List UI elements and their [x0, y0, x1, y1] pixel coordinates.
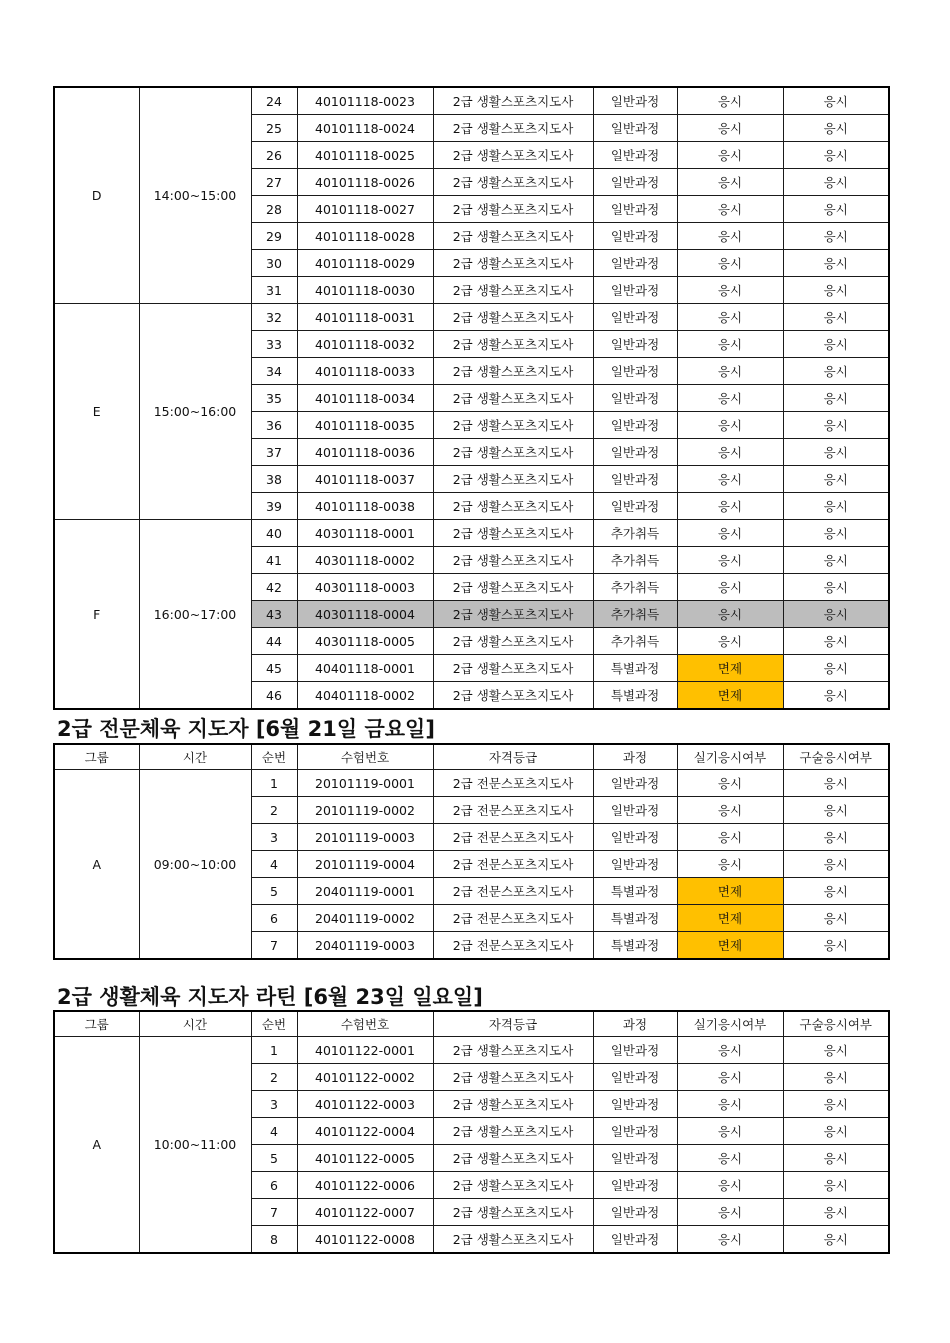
practical-status-cell: 응시	[677, 1037, 783, 1064]
oral-status-cell: 응시	[783, 547, 889, 574]
oral-status-cell: 응시	[783, 115, 889, 142]
course-cell: 일반과정	[593, 1037, 677, 1064]
group-cell: F	[54, 520, 139, 710]
course-cell: 일반과정	[593, 1199, 677, 1226]
grade-cell: 2급 생활스포츠지도사	[433, 1226, 593, 1254]
practical-status-cell: 면제	[677, 682, 783, 710]
seq-cell: 3	[251, 1091, 297, 1118]
exam-id-cell: 40101118-0031	[297, 304, 433, 331]
seq-cell: 7	[251, 1199, 297, 1226]
grade-cell: 2급 전문스포츠지도사	[433, 851, 593, 878]
course-cell: 일반과정	[593, 439, 677, 466]
exam-id-cell: 20101119-0002	[297, 797, 433, 824]
exam-id-cell: 40301118-0002	[297, 547, 433, 574]
grade-cell: 2급 생활스포츠지도사	[433, 493, 593, 520]
seq-cell: 4	[251, 1118, 297, 1145]
seq-cell: 36	[251, 412, 297, 439]
grade-cell: 2급 전문스포츠지도사	[433, 878, 593, 905]
seq-cell: 25	[251, 115, 297, 142]
oral-status-cell: 응시	[783, 628, 889, 655]
time-slot-cell: 10:00~11:00	[139, 1037, 251, 1254]
header-practical: 실기응시여부	[677, 1011, 783, 1037]
exam-id-cell: 40101118-0038	[297, 493, 433, 520]
seq-cell: 39	[251, 493, 297, 520]
seq-cell: 2	[251, 797, 297, 824]
seq-cell: 31	[251, 277, 297, 304]
seq-cell: 4	[251, 851, 297, 878]
seq-cell: 37	[251, 439, 297, 466]
oral-status-cell: 응시	[783, 851, 889, 878]
exam-id-cell: 40101118-0033	[297, 358, 433, 385]
grade-cell: 2급 생활스포츠지도사	[433, 304, 593, 331]
exam-id-cell: 40101118-0027	[297, 196, 433, 223]
grade-cell: 2급 생활스포츠지도사	[433, 331, 593, 358]
course-cell: 일반과정	[593, 277, 677, 304]
course-cell: 특별과정	[593, 878, 677, 905]
course-cell: 일반과정	[593, 1145, 677, 1172]
table-row	[54, 87, 889, 115]
grade-cell: 2급 생활스포츠지도사	[433, 439, 593, 466]
oral-status-cell: 응시	[783, 277, 889, 304]
practical-status-cell: 응시	[677, 142, 783, 169]
exam-id-cell: 20101119-0003	[297, 824, 433, 851]
course-cell: 일반과정	[593, 493, 677, 520]
oral-status-cell: 응시	[783, 1037, 889, 1064]
oral-status-cell: 응시	[783, 1199, 889, 1226]
oral-status-cell: 응시	[783, 1172, 889, 1199]
exam-id-cell: 40101118-0024	[297, 115, 433, 142]
oral-status-cell: 응시	[783, 682, 889, 710]
practical-status-cell: 응시	[677, 1118, 783, 1145]
grade-cell: 2급 생활스포츠지도사	[433, 547, 593, 574]
grade-cell: 2급 생활스포츠지도사	[433, 1091, 593, 1118]
exam-id-cell: 40301118-0004	[297, 601, 433, 628]
seq-cell: 32	[251, 304, 297, 331]
exam-id-cell: 40101122-0002	[297, 1064, 433, 1091]
oral-status-cell: 응시	[783, 1091, 889, 1118]
exam-id-cell: 40101122-0008	[297, 1226, 433, 1254]
grade-cell: 2급 생활스포츠지도사	[433, 601, 593, 628]
course-cell: 일반과정	[593, 1172, 677, 1199]
seq-cell: 30	[251, 250, 297, 277]
seq-cell: 26	[251, 142, 297, 169]
seq-cell: 33	[251, 331, 297, 358]
oral-status-cell: 응시	[783, 770, 889, 797]
practical-status-cell: 응시	[677, 851, 783, 878]
grade-cell: 2급 생활스포츠지도사	[433, 87, 593, 115]
oral-status-cell: 응시	[783, 412, 889, 439]
practical-status-cell: 응시	[677, 601, 783, 628]
course-cell: 일반과정	[593, 331, 677, 358]
course-cell: 일반과정	[593, 358, 677, 385]
practical-status-cell: 면제	[677, 905, 783, 932]
grade-cell: 2급 전문스포츠지도사	[433, 905, 593, 932]
grade-cell: 2급 전문스포츠지도사	[433, 824, 593, 851]
time-slot-cell: 16:00~17:00	[139, 520, 251, 710]
seq-cell: 5	[251, 878, 297, 905]
course-cell: 일반과정	[593, 412, 677, 439]
oral-status-cell: 응시	[783, 196, 889, 223]
practical-status-cell: 응시	[677, 277, 783, 304]
seq-cell: 2	[251, 1064, 297, 1091]
seq-cell: 28	[251, 196, 297, 223]
practical-status-cell: 응시	[677, 196, 783, 223]
grade-cell: 2급 생활스포츠지도사	[433, 1037, 593, 1064]
practical-status-cell: 응시	[677, 304, 783, 331]
oral-status-cell: 응시	[783, 250, 889, 277]
grade-cell: 2급 생활스포츠지도사	[433, 574, 593, 601]
exam-id-cell: 40301118-0005	[297, 628, 433, 655]
header-seq: 순번	[251, 744, 297, 770]
practical-status-cell: 응시	[677, 628, 783, 655]
table-row	[54, 770, 889, 797]
header-practical: 실기응시여부	[677, 744, 783, 770]
grade-cell: 2급 생활스포츠지도사	[433, 655, 593, 682]
oral-status-cell: 응시	[783, 439, 889, 466]
grade-cell: 2급 생활스포츠지도사	[433, 223, 593, 250]
exam-id-cell: 40101122-0001	[297, 1037, 433, 1064]
header-time: 시간	[139, 1011, 251, 1037]
seq-cell: 27	[251, 169, 297, 196]
exam-id-cell: 20401119-0002	[297, 905, 433, 932]
practical-status-cell: 응시	[677, 87, 783, 115]
exam-id-cell: 40101122-0004	[297, 1118, 433, 1145]
seq-cell: 1	[251, 1037, 297, 1064]
grade-cell: 2급 생활스포츠지도사	[433, 682, 593, 710]
course-cell: 일반과정	[593, 115, 677, 142]
grade-cell: 2급 전문스포츠지도사	[433, 932, 593, 960]
header-seq: 순번	[251, 1011, 297, 1037]
course-cell: 추가취득	[593, 601, 677, 628]
header-course: 과정	[593, 1011, 677, 1037]
header-grade: 자격등급	[433, 744, 593, 770]
practical-status-cell: 응시	[677, 169, 783, 196]
oral-status-cell: 응시	[783, 493, 889, 520]
seq-cell: 44	[251, 628, 297, 655]
grade-cell: 2급 생활스포츠지도사	[433, 1064, 593, 1091]
table-row	[54, 304, 889, 331]
practical-status-cell: 응시	[677, 1199, 783, 1226]
course-cell: 일반과정	[593, 250, 677, 277]
seq-cell: 24	[251, 87, 297, 115]
course-cell: 일반과정	[593, 797, 677, 824]
course-cell: 일반과정	[593, 304, 677, 331]
header-course: 과정	[593, 744, 677, 770]
header-exam-id: 수험번호	[297, 1011, 433, 1037]
practical-status-cell: 면제	[677, 878, 783, 905]
practical-status-cell: 응시	[677, 466, 783, 493]
practical-status-cell: 응시	[677, 439, 783, 466]
exam-id-cell: 40101118-0026	[297, 169, 433, 196]
exam-id-cell: 40101118-0035	[297, 412, 433, 439]
oral-status-cell: 응시	[783, 1064, 889, 1091]
header-exam-id: 수험번호	[297, 744, 433, 770]
grade-cell: 2급 생활스포츠지도사	[433, 1199, 593, 1226]
time-slot-cell: 15:00~16:00	[139, 304, 251, 520]
seq-cell: 41	[251, 547, 297, 574]
oral-status-cell: 응시	[783, 520, 889, 547]
oral-status-cell: 응시	[783, 358, 889, 385]
grade-cell: 2급 생활스포츠지도사	[433, 169, 593, 196]
grade-cell: 2급 생활스포츠지도사	[433, 1172, 593, 1199]
exam-id-cell: 40101118-0036	[297, 439, 433, 466]
header-row	[54, 1011, 889, 1037]
practical-status-cell: 응시	[677, 770, 783, 797]
course-cell: 일반과정	[593, 466, 677, 493]
exam-id-cell: 40101118-0029	[297, 250, 433, 277]
exam-id-cell: 20401119-0001	[297, 878, 433, 905]
grade-cell: 2급 생활스포츠지도사	[433, 412, 593, 439]
course-cell: 추가취득	[593, 574, 677, 601]
table-row	[54, 520, 889, 547]
schedule-table-continued	[53, 86, 890, 710]
section-title-latin-coach: 2급 생활체육 지도자 라틴 [6월 23일 일요일]	[57, 985, 483, 1009]
course-cell: 추가취득	[593, 547, 677, 574]
practical-status-cell: 면제	[677, 655, 783, 682]
oral-status-cell: 응시	[783, 824, 889, 851]
exam-id-cell: 40101118-0030	[297, 277, 433, 304]
grade-cell: 2급 생활스포츠지도사	[433, 196, 593, 223]
course-cell: 추가취득	[593, 628, 677, 655]
group-cell: D	[54, 87, 139, 304]
oral-status-cell: 응시	[783, 905, 889, 932]
course-cell: 특별과정	[593, 655, 677, 682]
practical-status-cell: 응시	[677, 385, 783, 412]
header-oral: 구술응시여부	[783, 1011, 889, 1037]
exam-id-cell: 40101122-0003	[297, 1091, 433, 1118]
seq-cell: 5	[251, 1145, 297, 1172]
course-cell: 특별과정	[593, 905, 677, 932]
grade-cell: 2급 생활스포츠지도사	[433, 115, 593, 142]
practical-status-cell: 응시	[677, 493, 783, 520]
exam-id-cell: 40101118-0025	[297, 142, 433, 169]
oral-status-cell: 응시	[783, 466, 889, 493]
course-cell: 일반과정	[593, 1226, 677, 1254]
group-cell: A	[54, 770, 139, 960]
oral-status-cell: 응시	[783, 1226, 889, 1254]
grade-cell: 2급 생활스포츠지도사	[433, 277, 593, 304]
seq-cell: 29	[251, 223, 297, 250]
course-cell: 일반과정	[593, 385, 677, 412]
grade-cell: 2급 생활스포츠지도사	[433, 628, 593, 655]
oral-status-cell: 응시	[783, 1118, 889, 1145]
course-cell: 일반과정	[593, 196, 677, 223]
header-group: 그룹	[54, 1011, 139, 1037]
grade-cell: 2급 생활스포츠지도사	[433, 520, 593, 547]
group-cell: A	[54, 1037, 139, 1254]
exam-id-cell: 40101118-0032	[297, 331, 433, 358]
time-slot-cell: 09:00~10:00	[139, 770, 251, 960]
practical-status-cell: 응시	[677, 1172, 783, 1199]
time-slot-cell: 14:00~15:00	[139, 87, 251, 304]
exam-id-cell: 40101122-0007	[297, 1199, 433, 1226]
grade-cell: 2급 생활스포츠지도사	[433, 466, 593, 493]
exam-id-cell: 40101118-0028	[297, 223, 433, 250]
course-cell: 추가취득	[593, 520, 677, 547]
seq-cell: 45	[251, 655, 297, 682]
exam-id-cell: 40101122-0006	[297, 1172, 433, 1199]
oral-status-cell: 응시	[783, 655, 889, 682]
grade-cell: 2급 전문스포츠지도사	[433, 797, 593, 824]
schedule-table-latin-coach	[53, 1010, 890, 1254]
practical-status-cell: 응시	[677, 1145, 783, 1172]
oral-status-cell: 응시	[783, 878, 889, 905]
exam-id-cell: 40401118-0001	[297, 655, 433, 682]
practical-status-cell: 응시	[677, 115, 783, 142]
practical-status-cell: 응시	[677, 1064, 783, 1091]
seq-cell: 38	[251, 466, 297, 493]
seq-cell: 6	[251, 905, 297, 932]
course-cell: 일반과정	[593, 169, 677, 196]
practical-status-cell: 응시	[677, 223, 783, 250]
practical-status-cell: 응시	[677, 547, 783, 574]
seq-cell: 40	[251, 520, 297, 547]
grade-cell: 2급 생활스포츠지도사	[433, 385, 593, 412]
oral-status-cell: 응시	[783, 601, 889, 628]
seq-cell: 6	[251, 1172, 297, 1199]
grade-cell: 2급 전문스포츠지도사	[433, 770, 593, 797]
section-title-pro-coach: 2급 전문체육 지도자 [6월 21일 금요일]	[57, 717, 435, 741]
oral-status-cell: 응시	[783, 385, 889, 412]
practical-status-cell: 응시	[677, 824, 783, 851]
oral-status-cell: 응시	[783, 223, 889, 250]
seq-cell: 8	[251, 1226, 297, 1254]
exam-id-cell: 40401118-0002	[297, 682, 433, 710]
oral-status-cell: 응시	[783, 331, 889, 358]
practical-status-cell: 응시	[677, 412, 783, 439]
seq-cell: 1	[251, 770, 297, 797]
exam-id-cell: 20401119-0003	[297, 932, 433, 960]
header-group: 그룹	[54, 744, 139, 770]
practical-status-cell: 응시	[677, 1091, 783, 1118]
practical-status-cell: 응시	[677, 520, 783, 547]
course-cell: 일반과정	[593, 1118, 677, 1145]
grade-cell: 2급 생활스포츠지도사	[433, 250, 593, 277]
course-cell: 일반과정	[593, 770, 677, 797]
grade-cell: 2급 생활스포츠지도사	[433, 358, 593, 385]
practical-status-cell: 응시	[677, 250, 783, 277]
practical-status-cell: 응시	[677, 797, 783, 824]
exam-id-cell: 20101119-0001	[297, 770, 433, 797]
exam-id-cell: 40101118-0037	[297, 466, 433, 493]
oral-status-cell: 응시	[783, 142, 889, 169]
grade-cell: 2급 생활스포츠지도사	[433, 1118, 593, 1145]
schedule-table-pro-coach	[53, 743, 890, 960]
exam-id-cell: 40301118-0003	[297, 574, 433, 601]
header-row	[54, 744, 889, 770]
oral-status-cell: 응시	[783, 797, 889, 824]
course-cell: 특별과정	[593, 682, 677, 710]
practical-status-cell: 응시	[677, 331, 783, 358]
oral-status-cell: 응시	[783, 169, 889, 196]
seq-cell: 3	[251, 824, 297, 851]
oral-status-cell: 응시	[783, 87, 889, 115]
table-row	[54, 1037, 889, 1064]
oral-status-cell: 응시	[783, 1145, 889, 1172]
practical-status-cell: 응시	[677, 1226, 783, 1254]
practical-status-cell: 응시	[677, 574, 783, 601]
oral-status-cell: 응시	[783, 304, 889, 331]
course-cell: 일반과정	[593, 851, 677, 878]
course-cell: 일반과정	[593, 1091, 677, 1118]
course-cell: 일반과정	[593, 142, 677, 169]
oral-status-cell: 응시	[783, 932, 889, 960]
header-time: 시간	[139, 744, 251, 770]
header-grade: 자격등급	[433, 1011, 593, 1037]
practical-status-cell: 면제	[677, 932, 783, 960]
course-cell: 일반과정	[593, 1064, 677, 1091]
exam-id-cell: 40101118-0023	[297, 87, 433, 115]
grade-cell: 2급 생활스포츠지도사	[433, 1145, 593, 1172]
practical-status-cell: 응시	[677, 358, 783, 385]
seq-cell: 35	[251, 385, 297, 412]
course-cell: 일반과정	[593, 824, 677, 851]
course-cell: 일반과정	[593, 223, 677, 250]
exam-id-cell: 40101118-0034	[297, 385, 433, 412]
group-cell: E	[54, 304, 139, 520]
seq-cell: 7	[251, 932, 297, 960]
course-cell: 일반과정	[593, 87, 677, 115]
seq-cell: 42	[251, 574, 297, 601]
seq-cell: 34	[251, 358, 297, 385]
course-cell: 특별과정	[593, 932, 677, 960]
exam-id-cell: 20101119-0004	[297, 851, 433, 878]
seq-cell: 43	[251, 601, 297, 628]
seq-cell: 46	[251, 682, 297, 710]
header-oral: 구술응시여부	[783, 744, 889, 770]
oral-status-cell: 응시	[783, 574, 889, 601]
grade-cell: 2급 생활스포츠지도사	[433, 142, 593, 169]
exam-id-cell: 40301118-0001	[297, 520, 433, 547]
exam-id-cell: 40101122-0005	[297, 1145, 433, 1172]
